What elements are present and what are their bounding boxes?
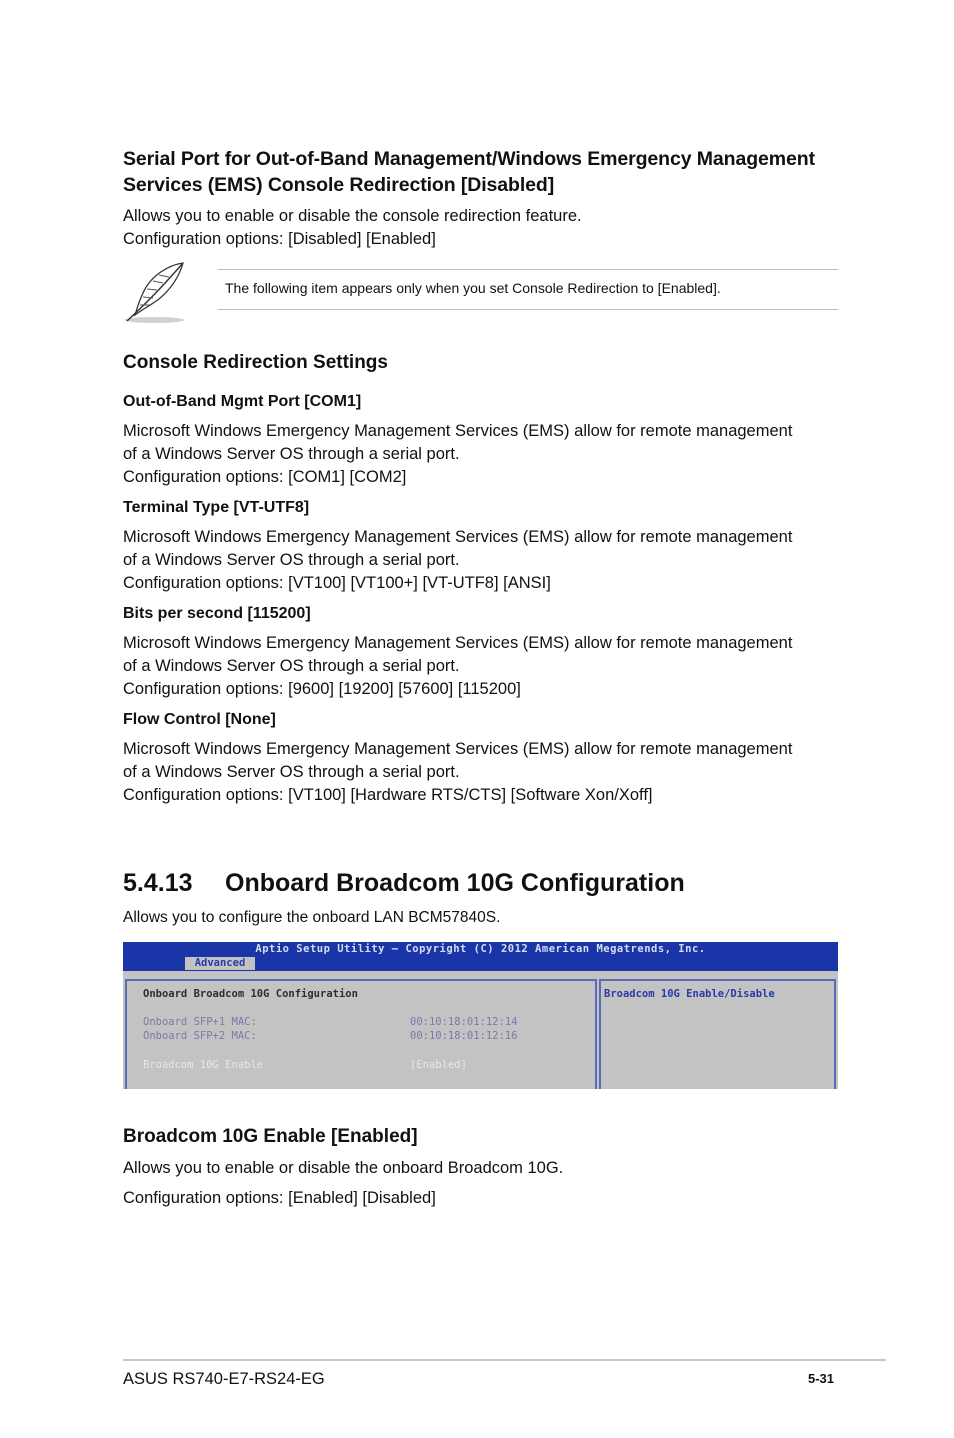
bios-screenshot [123,942,838,1089]
footer-page-number: 5-31 [808,1371,835,1386]
console-item-terminal-type [123,498,843,595]
bios-broadcom-enable-value[interactable]: [Enabled] [410,1059,467,1071]
item-desc-line2: of a Windows Server OS through a serial port. [123,763,460,781]
note-rule-top [218,269,838,270]
section-desc: Allows you to configure the onboard LAN BCM57840S. [123,909,501,926]
item-desc-line1: Microsoft Windows Emergency Management Services (EMS) allow for remote management [123,740,793,758]
section-title: Onboard Broadcom 10G Configuration [225,869,685,897]
serial-port-options: Configuration options: [Disabled] [Enabled] [123,230,436,248]
item-desc-line2: of a Windows Server OS through a serial port. [123,551,460,569]
item-options: Configuration options: [VT100] [VT100+] [VT-UTF8] [ANSI] [123,574,551,592]
console-item-flow-control [123,710,843,807]
item-desc-line1: Microsoft Windows Emergency Management Services (EMS) allow for remote management [123,634,793,652]
bios-row-value: 00:10:18:01:12:16 [410,1030,518,1042]
bios-broadcom-enable-label[interactable]: Broadcom 10G Enable [143,1059,264,1071]
item-options: Configuration options: [VT100] [Hardware RTS/CTS] [Software Xon/Xoff] [123,786,653,804]
item-title: Flow Control [None] [123,711,276,728]
broadcom-enable-options: Configuration options: [Enabled] [Disabled] [123,1189,436,1207]
section-number: 5.4.13 [123,869,193,897]
bios-row-label: Onboard SFP+2 MAC: [143,1030,257,1042]
item-options: Configuration options: [COM1] [COM2] [123,468,407,486]
console-settings-heading: Console Redirection Settings [123,352,388,373]
item-desc-line1: Microsoft Windows Emergency Management Services (EMS) allow for remote management [123,528,793,546]
bios-settings-panel [125,979,597,1089]
item-title: Out-of-Band Mgmt Port [COM1] [123,393,362,410]
footer-product: ASUS RS740-E7-RS24-EG [123,1370,325,1388]
note-rule-bottom [218,309,838,310]
item-desc-line1: Microsoft Windows Emergency Management Services (EMS) allow for remote management [123,422,793,440]
bios-row-label: Onboard SFP+1 MAC: [143,1016,257,1028]
item-options: Configuration options: [9600] [19200] [57600] [115200] [123,680,521,698]
serial-port-heading [123,146,815,198]
item-title: Terminal Type [VT-UTF8] [123,499,310,516]
console-item-oob-port [123,392,843,489]
item-desc-line2: of a Windows Server OS through a serial port. [123,445,460,463]
feather-pen-icon [121,259,191,325]
serial-port-body [123,205,582,251]
bios-title-bar: Aptio Setup Utility – Copyright (C) 2012 American Megatrends, Inc. [123,942,838,959]
console-item-bits-per-second [123,604,843,701]
broadcom-enable-heading: Broadcom 10G Enable [Enabled] [123,1126,418,1147]
bios-help-text: Broadcom 10G Enable/Disable [604,988,775,1000]
bios-panel-title: Onboard Broadcom 10G Configuration [143,988,358,1000]
item-desc-line2: of a Windows Server OS through a serial port. [123,657,460,675]
bios-help-panel [599,979,836,1089]
note-text: The following item appears only when you set Console Redirection to [Enabled]. [225,280,721,296]
bios-tab-advanced[interactable]: Advanced [185,957,255,970]
serial-port-desc: Allows you to enable or disable the console redirection feature. [123,207,582,225]
footer-rule [123,1359,886,1361]
bios-row-value: 00:10:18:01:12:14 [410,1016,518,1028]
broadcom-enable-desc: Allows you to enable or disable the onboard Broadcom 10G. [123,1159,564,1177]
item-title: Bits per second [115200] [123,605,311,622]
serial-port-heading-line2: Services (EMS) Console Redirection [Disabled] [123,174,555,196]
serial-port-heading-line1: Serial Port for Out-of-Band Management/Windows Emergency Management [123,148,815,170]
